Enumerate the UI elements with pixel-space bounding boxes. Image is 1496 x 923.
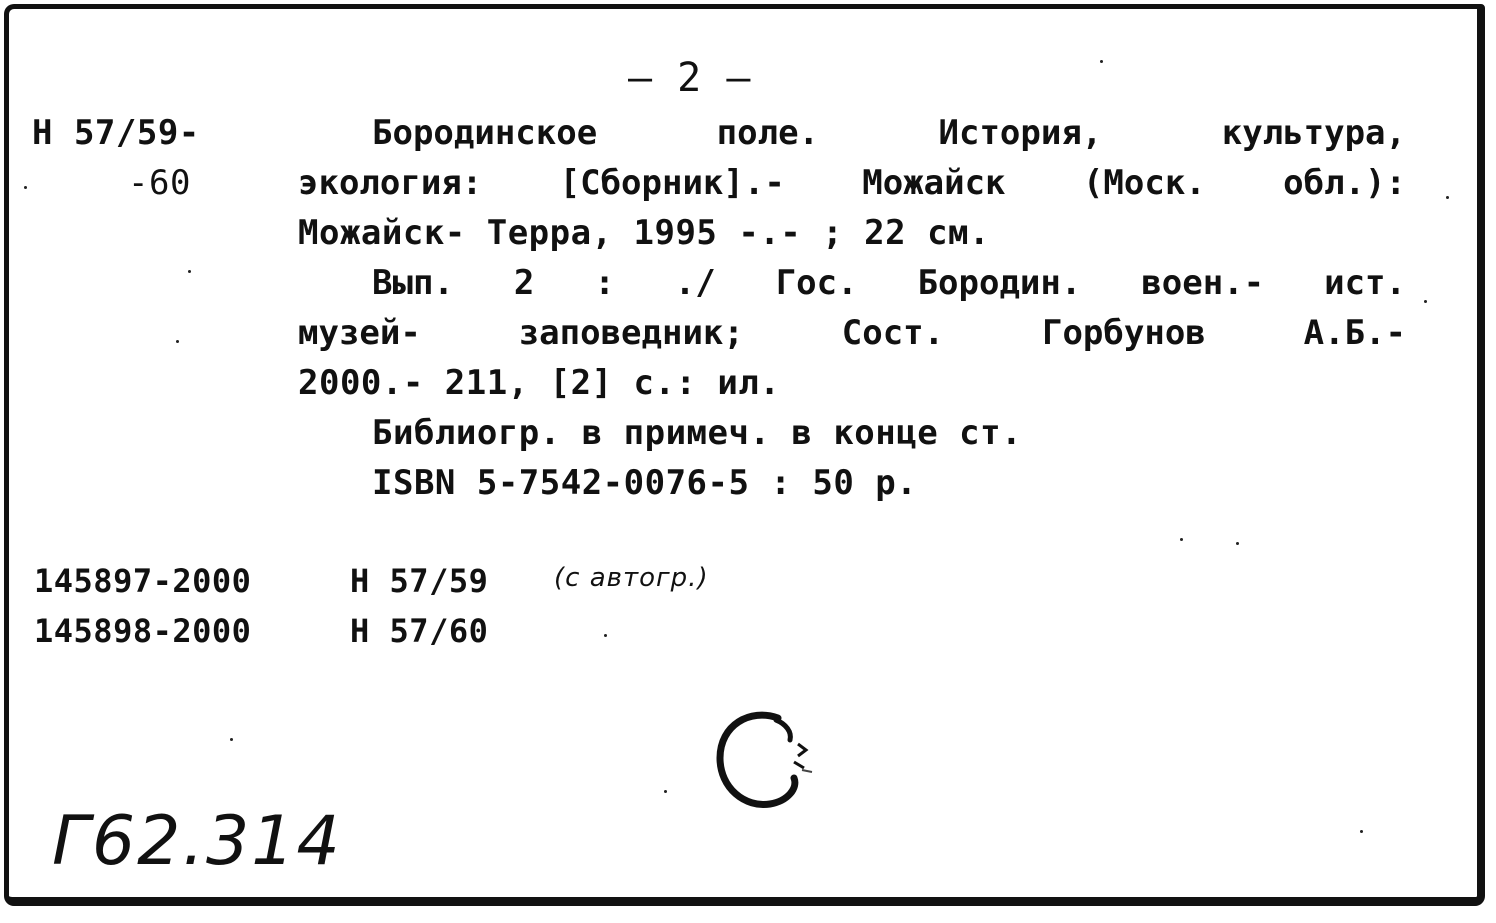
page-number: — 2 — — [628, 55, 751, 101]
scan-speck — [1180, 538, 1183, 541]
holding-1-inventory: 145897-2000 — [34, 562, 252, 600]
scan-speck — [1424, 300, 1427, 303]
entry-line-3: Можайск- Терра, 1995 -.- ; 22 см. — [298, 213, 991, 253]
entry-line-5: музей- заповедник; Сост. Горбунов А.Б.- — [298, 313, 1406, 353]
bibliography-note: Библиогр. в примеч. в конце ст. — [372, 413, 1023, 453]
holding-2-inventory: 145898-2000 — [34, 612, 252, 650]
entry-line-6: 2000.- 211, [2] с.: ил. — [298, 363, 781, 403]
holding-1-remark: (с автогр.) — [554, 563, 709, 593]
scan-speck — [188, 270, 191, 273]
call-number-line2: -60 — [128, 163, 191, 203]
entry-line-1: Бородинское поле. История, культура, — [372, 113, 1406, 153]
classification-code: Г62.314 — [52, 802, 342, 881]
library-stamp — [690, 700, 840, 820]
call-number-line1: Н 57/59- — [32, 113, 200, 153]
scan-speck — [1100, 60, 1103, 63]
entry-line-2: экология: [Сборник].- Можайск (Моск. обл.): — [298, 163, 1406, 203]
holding-2-shelf: Н 57/60 — [350, 612, 489, 650]
scan-speck — [664, 790, 667, 793]
entry-line-4: Вып. 2 : ./ Гос. Бородин. воен.- ист. — [372, 263, 1406, 303]
scan-speck — [1236, 542, 1239, 545]
scan-speck — [604, 634, 607, 637]
scan-speck — [1360, 830, 1363, 833]
scan-speck — [230, 738, 233, 741]
scan-speck — [24, 186, 27, 189]
holding-1-shelf: Н 57/59 — [350, 562, 489, 600]
isbn-price: ISBN 5-7542-0076-5 : 50 р. — [372, 463, 918, 503]
scan-speck — [1446, 196, 1449, 199]
scan-speck — [176, 340, 179, 343]
